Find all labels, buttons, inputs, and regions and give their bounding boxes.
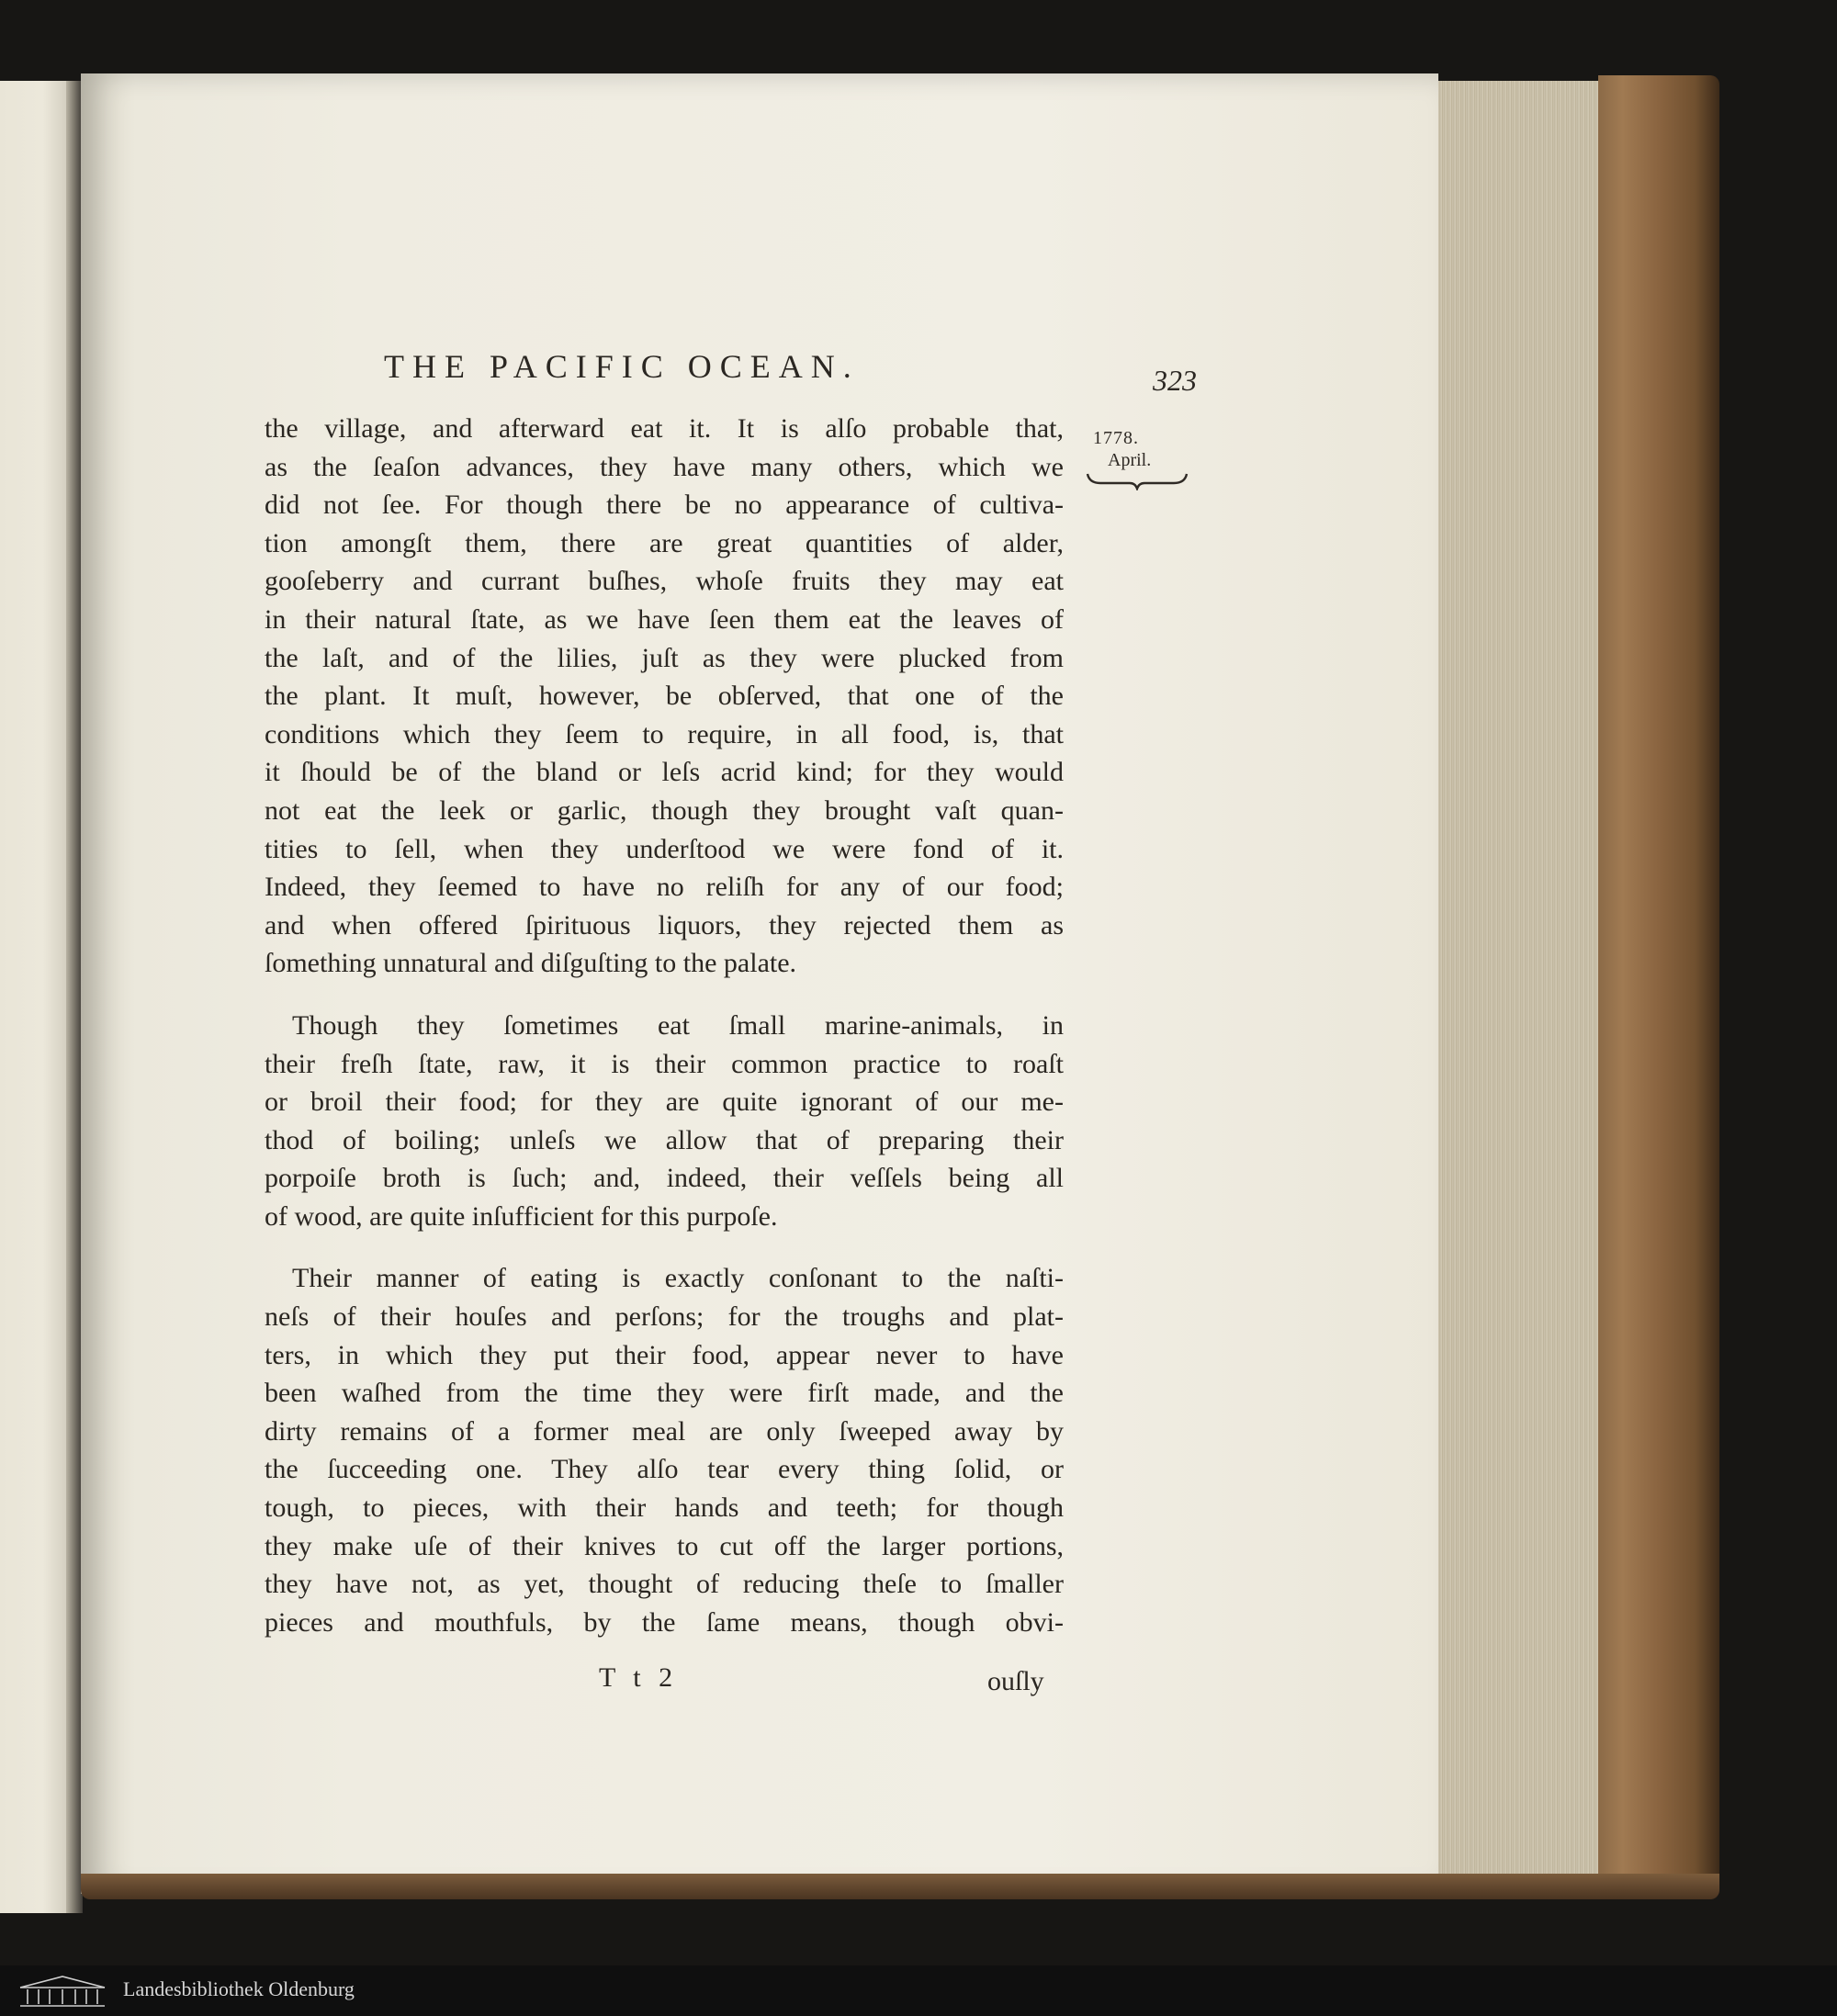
- text-line: it ſhould be of the bland or leſs acrid kind; for they would: [265, 757, 1064, 788]
- catchword: ouſly: [987, 1666, 1044, 1696]
- body-text: [237, 410, 1064, 1641]
- left-page-fragment: [0, 81, 72, 1913]
- paragraph-1: [237, 410, 1064, 983]
- text-line: Though they ſometimes eat ſmall marine-animals, in: [292, 1009, 1064, 1041]
- text-line: the laſt, and of the lilies, juſt as they were plucked from: [265, 642, 1064, 673]
- text-line: the village, and afterward eat it. It is alſo probable that,: [265, 413, 1064, 444]
- margin-note-month: April.: [1108, 450, 1152, 470]
- signature-mark: T t 2: [599, 1662, 679, 1693]
- page-block-edges: [1438, 81, 1620, 1875]
- text-line: the ſucceeding one. They alſo tear every thing ſolid, or: [265, 1454, 1064, 1485]
- text-line: gooſeberry and currant buſhes, whoſe fruits they may eat: [265, 566, 1064, 597]
- text-line: Indeed, they ſeemed to have no reliſh for any of our food;: [265, 872, 1064, 903]
- text-line: pieces and mouthfuls, by the ſame means, though obvi-: [265, 1606, 1064, 1638]
- text-line: tough, to pieces, with their hands and teeth; for though: [265, 1492, 1064, 1524]
- text-line: or broil their food; for they are quite ignorant of our me-: [265, 1087, 1064, 1118]
- text-line: and when offered ſpirituous liquors, they rejected them as: [265, 909, 1064, 940]
- text-line: they have not, as yet, thought of reducing theſe to ſmaller: [265, 1569, 1064, 1600]
- text-line: ters, in which they put their food, appear never to have: [265, 1339, 1064, 1370]
- text-line: dirty remains of a former meal are only ſweeped away by: [265, 1415, 1064, 1447]
- running-head: THE PACIFIC OCEAN.: [384, 348, 860, 385]
- text-line: not eat the leek or garlic, though they brought vaſt quan-: [265, 794, 1064, 826]
- text-line: Their manner of eating is exactly conſonant to the naſti-: [292, 1263, 1064, 1294]
- page-number: 323: [1153, 364, 1197, 397]
- text-line: in their natural ſtate, as we have ſeen them eat the leaves of: [265, 603, 1064, 635]
- text-line: of wood, are quite inſufficient for this purpoſe.: [265, 1200, 778, 1232]
- text-line: conditions which they ſeem to require, in all food, is, that: [265, 718, 1064, 749]
- brace-icon: [1086, 470, 1189, 490]
- text-line: their freſh ſtate, raw, it is their common practice to roaſt: [265, 1048, 1064, 1079]
- text-line: as the ſeaſon advances, they have many others, which we: [265, 451, 1064, 482]
- paragraph-2: [237, 1007, 1064, 1236]
- text-line: thod of boiling; unleſs we allow that of preparing their: [265, 1124, 1064, 1155]
- text-line: the plant. It muſt, however, be obſerved, that one of the: [265, 681, 1064, 712]
- margin-note-year: 1778.: [1093, 428, 1139, 448]
- text-line: porpoiſe broth is ſuch; and, indeed, their veſſels being all: [265, 1163, 1064, 1194]
- library-name: Landesbibliothek Oldenburg: [123, 1977, 355, 2000]
- leather-cover: [1598, 75, 1719, 1883]
- paragraph-3: [237, 1259, 1064, 1641]
- text-line: neſs of their houſes and perſons; for the troughs and plat-: [265, 1301, 1064, 1333]
- text-line: they make uſe of their knives to cut off the larger portions,: [265, 1530, 1064, 1561]
- text-line: did not ſee. For though there be no appearance of cultiva-: [265, 490, 1064, 521]
- text-line: been waſhed from the time they were firſt made, and the: [265, 1378, 1064, 1409]
- leather-cover-bottom: [81, 1874, 1719, 1899]
- text-line: ſomething unnatural and diſguſting to the palate.: [265, 948, 797, 979]
- text-line: tion amongſt them, there are great quantities of alder,: [265, 527, 1064, 558]
- library-building-icon: [17, 1975, 108, 2008]
- text-line: tities to ſell, when they underſtood we were fond of it.: [265, 833, 1064, 864]
